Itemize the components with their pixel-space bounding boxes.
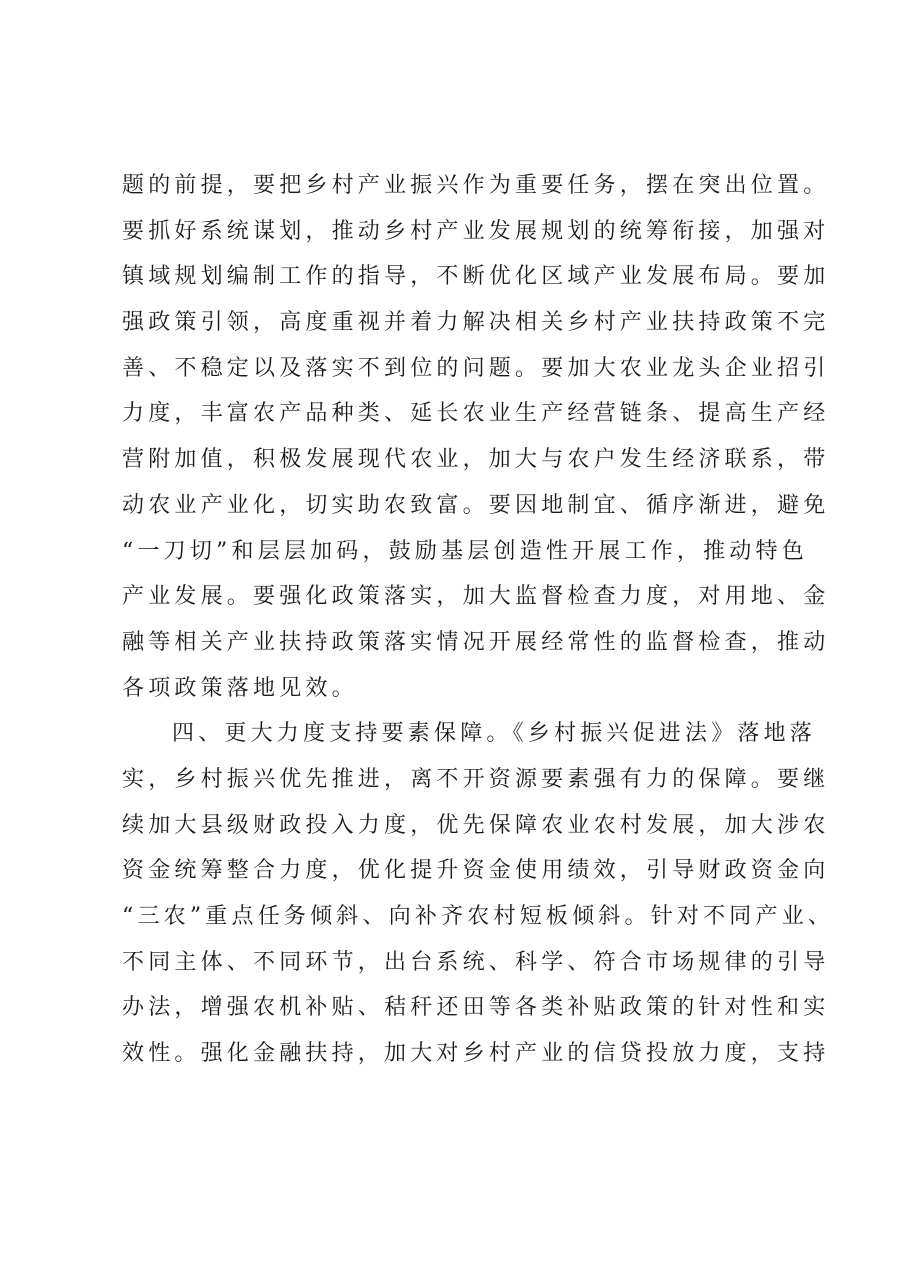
text-line: 续加大县级财政投入力度，优先保障农业农村发展，加大涉农 — [122, 812, 830, 838]
paragraph-1 — [122, 163, 830, 711]
text-line: 镇域规划编制工作的指导，不断优化区域产业发展布局。要加 — [122, 264, 830, 290]
text-line: 产业发展。要强化政策落实，加大监督检查力度，对用地、金 — [122, 584, 830, 610]
text-line: 力度，丰富农产品种类、延长农业生产经营链条、提高生产经 — [122, 401, 830, 427]
text-line: 效性。强化金融扶持，加大对乡村产业的信贷投放力度，支持 — [122, 1041, 830, 1067]
text-line: 要抓好系统谋划，推动乡村产业发展规划的统筹衔接，加强对 — [122, 218, 830, 244]
text-line: 不同主体、不同环节，出台系统、科学、符合市场规律的引导 — [122, 949, 830, 975]
text-line: 办法，增强农机补贴、秸秆还田等各类补贴政策的针对性和实 — [122, 995, 830, 1021]
text-line: 题的前提，要把乡村产业振兴作为重要任务，摆在突出位置。 — [122, 173, 830, 198]
text-line: 资金统筹整合力度，优化提升资金使用绩效，引导财政资金向 — [122, 858, 830, 884]
text-line: 强政策引领，高度重视并着力解决相关乡村产业扶持政策不完 — [122, 310, 830, 336]
text-line: 营附加值，积极发展现代农业，加大与农户发生经济联系，带 — [122, 447, 830, 473]
paragraph-2 — [122, 711, 835, 1077]
text-line: 善、不稳定以及落实不到位的问题。要加大农业龙头企业招引 — [122, 355, 830, 381]
text-line: “三农”重点任务倾斜、向补齐农村短板倾斜。针对不同产业、 — [122, 904, 835, 929]
body-text — [122, 163, 835, 1077]
text-line: “一刀切”和层层加码，鼓励基层创造性开展工作，推动特色 — [122, 538, 808, 564]
text-line: 融等相关产业扶持政策落实情况开展经常性的监督检查，推动 — [122, 629, 830, 655]
text-line: 四、更大力度支持要素保障。《乡村振兴促进法》落地落 — [172, 721, 817, 747]
text-line: 实，乡村振兴优先推进，离不开资源要素强有力的保障。要继 — [122, 766, 830, 792]
text-line: 各项政策落地见效。 — [122, 675, 358, 701]
text-line: 动农业产业化，切实助农致富。要因地制宜、循序渐进，避免 — [122, 492, 830, 518]
